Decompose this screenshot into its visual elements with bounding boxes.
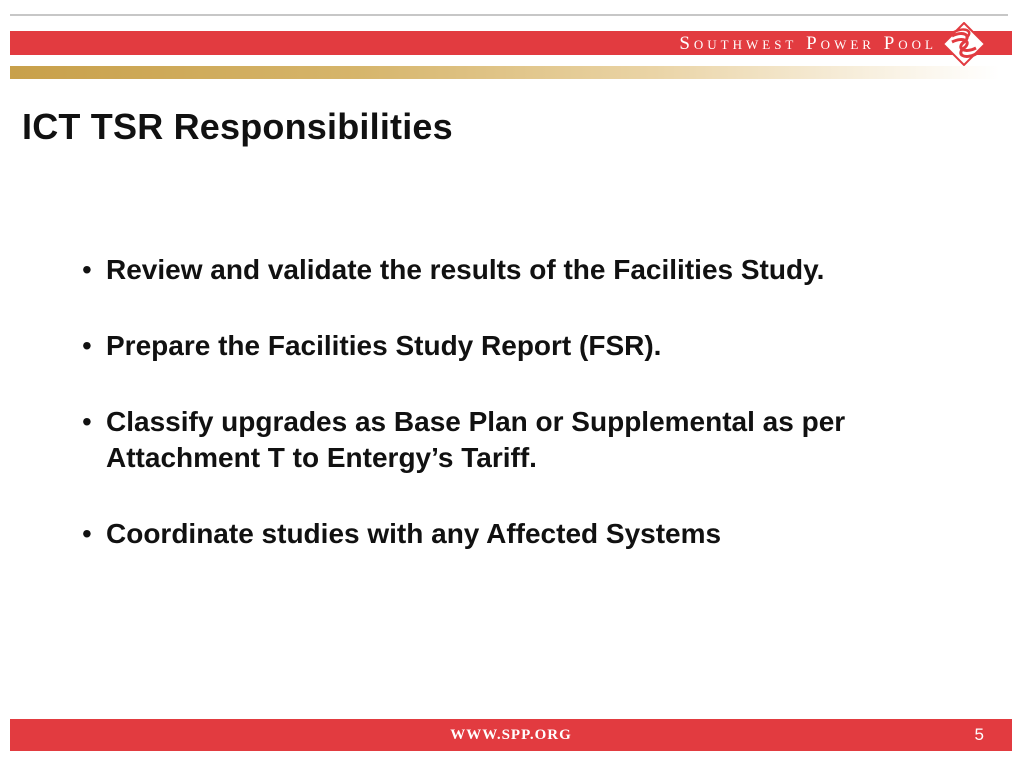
bullet-dot: • [82, 518, 92, 549]
gold-stripe [10, 66, 1000, 79]
spp-logo-icon [942, 22, 986, 66]
page-number: 5 [974, 725, 984, 744]
bullet-list [82, 252, 922, 592]
bullet-text: Classify upgrades as Base Plan or Supplemental as per Attachment T to Entergy’s Tariff. [106, 406, 846, 473]
bullet-dot: • [82, 330, 92, 361]
bullet-text: Prepare the Facilities Study Report (FSR). [106, 330, 662, 361]
bullet-text: Coordinate studies with any Affected Systems [106, 518, 722, 549]
bullet-dot: • [82, 254, 92, 285]
bullet-dot: • [82, 406, 92, 437]
footer-bar [10, 719, 1012, 751]
footer-url-link[interactable]: WWW.SPP.ORG [450, 727, 572, 743]
bullet-item [82, 328, 922, 364]
bullet-item [82, 516, 922, 552]
header-bar [10, 31, 1012, 55]
slide-title: ICT TSR Responsibilities [22, 106, 453, 147]
bullet-item [82, 252, 922, 288]
brand-name: Southwest Power Pool [679, 33, 937, 54]
bullet-item [82, 404, 922, 476]
top-divider [10, 14, 1008, 16]
bullet-text: Review and validate the results of the Facilities Study. [106, 254, 825, 285]
